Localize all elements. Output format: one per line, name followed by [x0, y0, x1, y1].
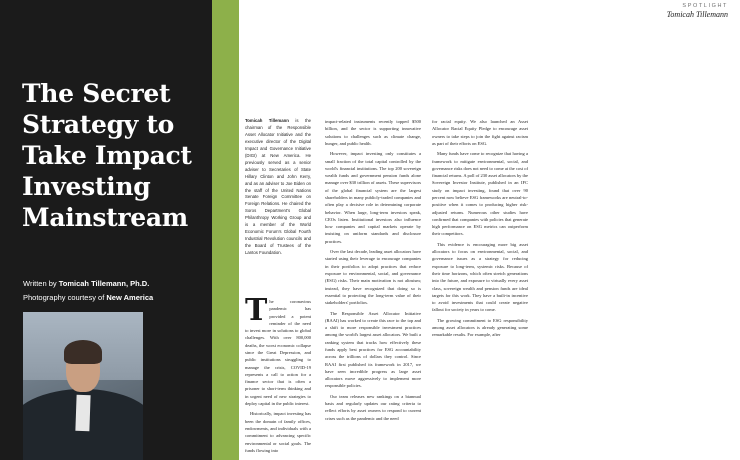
paragraph: Historically, impact investing has been the domain of family offices, endowments, and individuals with a commitment to advancing specific environmental or social goals. The funds flowing into	[245, 411, 311, 453]
byline-written-prefix: Written by	[23, 279, 59, 288]
article-column-3	[432, 118, 528, 342]
byline	[23, 278, 208, 305]
author-bio-text: is the chairman of the Responsible Asset Allocator Initiative and the executive director of the Digital Impact and Governance Initiative (DIGI) at New America. He previously served as a senior adviser to Secretaries of State Hillary Clinton and John Kerry, and as an adviser to Joe Biden on the staff of the United Nations Senate Foreign Committee on Foreign Relations. He chaired the Soros Department's Global Philanthropy Working Group and is a member of the World Economic Forum's Global Fourth Industrial Revolution councils and the Board of Trustees of the Lantos Foundation.	[245, 118, 311, 256]
running-head-kicker: SPOTLIGHT	[682, 3, 728, 9]
page-title: The Secret Strategy to Take Impact Investing Mainstream	[22, 79, 192, 232]
article-column-2	[325, 118, 421, 425]
running-head	[667, 3, 728, 21]
green-accent-band	[212, 0, 239, 460]
paragraph	[245, 293, 311, 407]
author-portrait-photo	[23, 312, 143, 460]
running-head-name: Tomicah Tillemann	[666, 10, 728, 20]
paragraph: Over the last decade, leading asset allocators have started using their leverage to encourage companies in their portfolios to adopt practices that reduce exposure to environmental, social, and governance (ESG) risks. Their main motivation is not altruism; instead, they have recognized that doing so is essential to protecting the long-term value of their stakeholders' portfolios.	[325, 249, 421, 306]
byline-written	[23, 278, 208, 290]
paragraph: This evidence is encouraging more big asset allocators to focus on environmental, social, and governance issues as a strategy for reducing exposure to long-term, systemic risks. Because of their time horizons, which often stretch generations into the future, and exposure to virtually every asset class, sovereign wealth and pension funds are ideal targets for this work. They have a built-in incentive to avoid investments that could create negative fallout for society in years to come.	[432, 241, 528, 313]
paragraph: Many funds have come to recognize that having a framework to mitigate environmental, social, and governance risks does not need to come at the cost of financial returns. A poll of 230 asset allocators by the Sovereign Investor Institute, published in an IFC study on impact investing, found that over 90 percent now believe ESG frameworks are neutral-to-positive when it comes to producing higher risk-adjusted returns. Numerous other studies have confirmed that companies with policies that generate high performance on ESG metrics can outperform their competitors.	[432, 151, 528, 237]
byline-photography	[23, 292, 208, 304]
byline-author-name: Tomicah Tillemann, Ph.D.	[58, 279, 150, 288]
paragraph-text: he coronavirus pandemic has provided a potent reminder of the need to invest more in solutions to global challenges. With over 800,000 deaths, the worst economic collapse since the Great Depression, and public institutions struggling to manage the crisis, COVID-19 represents a call to action for a finance sector that is often a prisoner to short-term thinking and in urgent need of new strategies to deploy capital in the public interest.	[245, 299, 311, 406]
byline-photo-prefix: Photography courtesy of	[23, 292, 107, 302]
paragraph: impact-related instruments recently topped $500 billion, and the sector is supporting innovative solutions to challenges such as climate change, hunger, and public health.	[325, 119, 421, 146]
portrait-shirt	[75, 395, 91, 431]
article-column-1	[245, 293, 311, 457]
byline-photo-credit: New America	[106, 292, 154, 302]
author-bio	[245, 118, 311, 257]
paragraph: Our team releases new rankings on a biannual basis and regularly updates our rating criteria to reflect efforts by asset owners to respond to current crises such as the pandemic and the need	[325, 393, 421, 421]
paragraph: However, impact investing only constitutes a small fraction of the total capital controlled by the world's financial institutions. The top 200 sovereign wealth funds and government pension funds alone manage over $30 trillion of assets. These supervisors of the global financial system are the largest shareholders in many publicly-traded companies and often play a decisive role in determining corporate behavior. When large, long-term investors speak, CEOs listen. Institutional investors also influence how companies and capital markets operate by insisting on uniform standards and disclosure practices.	[325, 151, 421, 244]
paragraph: The growing commitment to ESG responsibility among asset allocators is already generating some remarkable results. For example, after	[432, 317, 528, 338]
paragraph: for racial equity. We also launched an Asset Allocator Racial Equity Pledge to encourage asset owners to take steps to join the fight against racism as part of their efforts on ESG.	[432, 119, 528, 146]
author-bio-name: Tomicah Tillemann	[245, 118, 289, 123]
paragraph: The Responsible Asset Allocator Initiative (RAAI) has worked to create this race to the top and a shift to more responsible investment practices among the world's largest asset allocators. We built a ranking system that tracks how effectively these funds apply best practices for ESG accountability across the trillions of dollars they control. Since RAAI first published its framework in 2017, we have seen incredible progress as large asset allocators move aggressively to implement more responsible policies.	[325, 310, 421, 389]
portrait-hair	[64, 340, 102, 364]
drop-cap: T	[245, 293, 268, 328]
